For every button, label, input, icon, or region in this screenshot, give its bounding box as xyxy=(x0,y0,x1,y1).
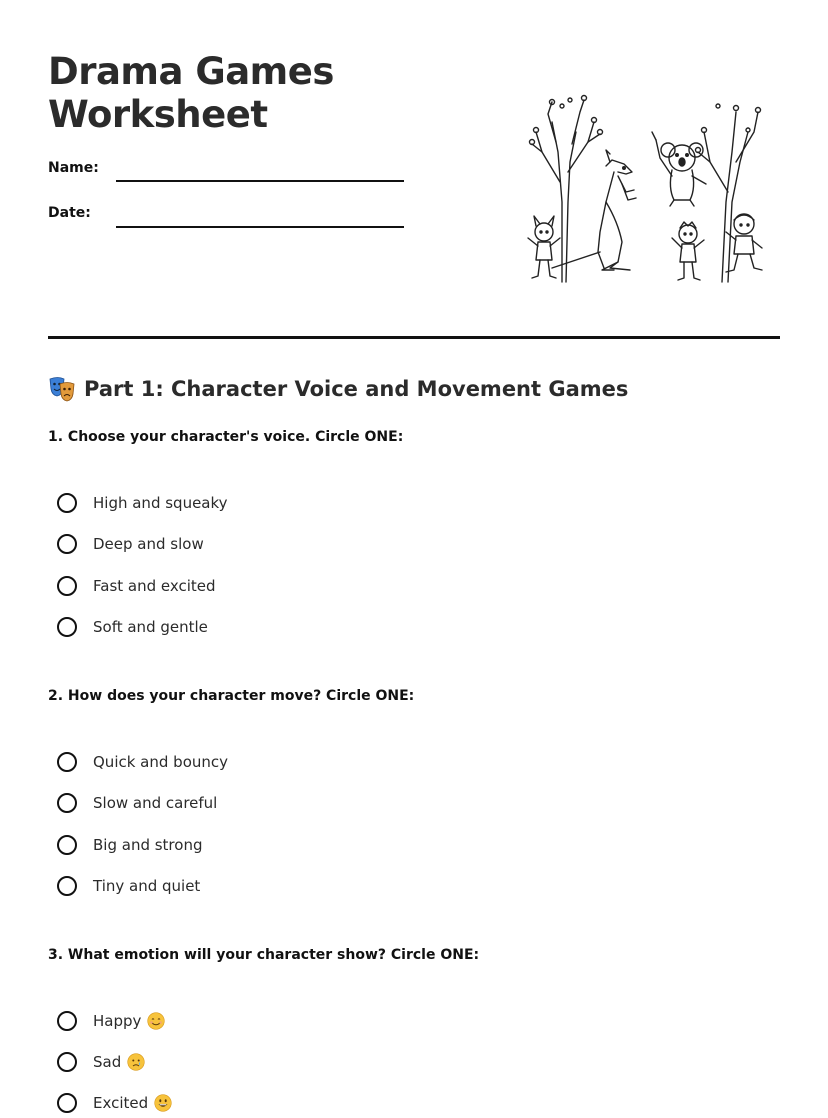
theater-masks-icon xyxy=(48,375,76,403)
radio-circle[interactable] xyxy=(57,1011,77,1031)
radio-circle[interactable] xyxy=(57,752,77,772)
grinning-face-icon xyxy=(154,1094,172,1112)
crying-face-icon xyxy=(127,1053,145,1071)
radio-circle[interactable] xyxy=(57,1052,77,1072)
q2-option-4[interactable] xyxy=(57,873,200,899)
q3-option-1[interactable] xyxy=(57,1008,165,1034)
option-label: Big and strong xyxy=(93,836,203,854)
koala-icon xyxy=(652,132,706,206)
title-line-2: Worksheet xyxy=(48,93,268,136)
radio-circle[interactable] xyxy=(57,576,77,596)
q2-option-2[interactable] xyxy=(57,790,217,816)
page-title xyxy=(48,50,334,136)
option-label: Excited xyxy=(93,1094,149,1112)
option-label: Soft and gentle xyxy=(93,618,208,636)
kangaroo-koala-illustration xyxy=(522,92,770,288)
part1-heading xyxy=(48,372,628,406)
kangaroo-icon xyxy=(552,150,636,270)
q2-option-3[interactable] xyxy=(57,832,202,858)
radio-circle[interactable] xyxy=(57,793,77,813)
q3-option-3[interactable] xyxy=(57,1090,172,1116)
radio-circle[interactable] xyxy=(57,835,77,855)
option-label: Slow and careful xyxy=(93,794,218,812)
child-middle-icon xyxy=(672,222,704,280)
q1-option-4[interactable] xyxy=(57,614,208,640)
q1-option-1[interactable] xyxy=(57,490,228,516)
radio-circle[interactable] xyxy=(57,534,77,554)
option-label: High and squeaky xyxy=(93,494,228,512)
radio-circle[interactable] xyxy=(57,493,77,513)
q3-option-2[interactable] xyxy=(57,1049,145,1075)
option-label: Happy xyxy=(93,1012,142,1030)
option-label: Sad xyxy=(93,1053,122,1071)
radio-circle[interactable] xyxy=(57,876,77,896)
question-1: 1. Choose your character's voice. Circle ONE: xyxy=(48,429,404,445)
date-field[interactable] xyxy=(116,226,404,228)
q2-option-1[interactable] xyxy=(57,749,228,775)
name-label: Name: xyxy=(48,160,99,176)
child-cat-icon xyxy=(528,216,560,278)
title-line-1: Drama Games xyxy=(48,50,334,93)
q1-option-3[interactable] xyxy=(57,573,216,599)
radio-circle[interactable] xyxy=(57,617,77,637)
left-tree-icon xyxy=(530,96,603,283)
date-label: Date: xyxy=(48,205,91,221)
q1-option-2[interactable] xyxy=(57,531,204,557)
name-field[interactable] xyxy=(116,180,404,182)
option-label: Fast and excited xyxy=(93,577,216,595)
question-2: 2. How does your character move? Circle ONE: xyxy=(48,688,415,704)
section-divider xyxy=(48,336,780,339)
part1-heading-text: Part 1: Character Voice and Movement Games xyxy=(84,377,629,401)
radio-circle[interactable] xyxy=(57,1093,77,1113)
option-label: Tiny and quiet xyxy=(93,877,201,895)
question-3: 3. What emotion will your character show? Circle ONE: xyxy=(48,947,480,963)
option-label: Deep and slow xyxy=(93,535,204,553)
option-label: Quick and bouncy xyxy=(93,753,229,771)
smiling-face-icon xyxy=(147,1012,165,1030)
